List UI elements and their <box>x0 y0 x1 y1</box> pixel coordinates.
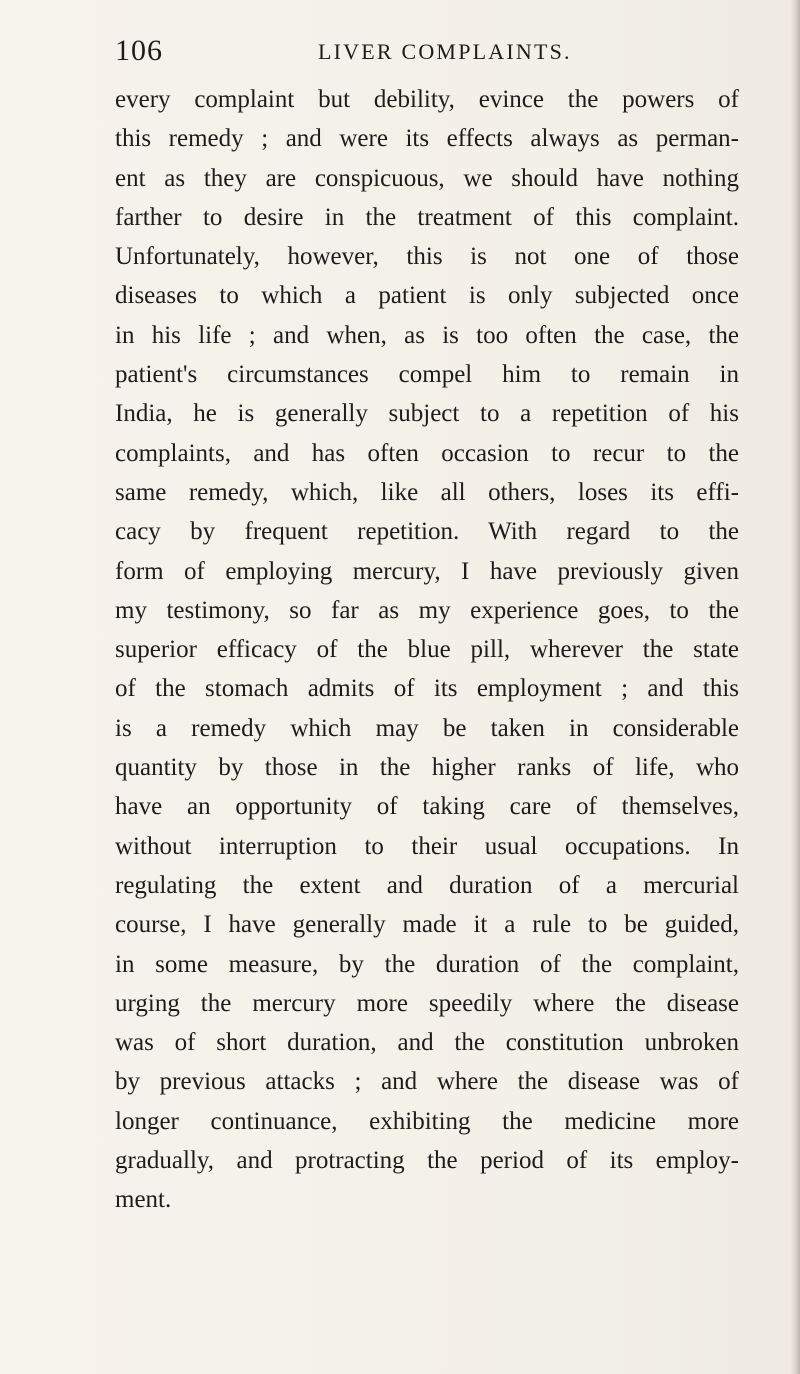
text-line: longer continuance, exhibiting the medicine more <box>115 1107 739 1135</box>
text-line: farther to desire in the treatment of this complaint. <box>115 203 739 231</box>
page-number: 106 <box>115 34 163 67</box>
text-line: ment. <box>115 1186 172 1214</box>
text-line: superior efficacy of the blue pill, wherever the state <box>115 636 739 664</box>
text-line: course, I have generally made it a rule to be guided, <box>115 911 739 939</box>
text-line: patient's circumstances compel him to remain in <box>115 361 739 389</box>
page-header <box>115 34 735 70</box>
body-text <box>115 80 739 1220</box>
text-line: regulating the extent and duration of a mercurial <box>115 871 739 899</box>
text-line: gradually, and protracting the period of its employ- <box>115 1147 739 1175</box>
page-edge-shadow <box>790 0 800 1374</box>
text-line: have an opportunity of taking care of themselves, <box>115 793 739 821</box>
text-line: India, he is generally subject to a repetition of his <box>115 400 739 428</box>
text-line: same remedy, which, like all others, loses its effi- <box>115 478 739 506</box>
text-line: Unfortunately, however, this is not one of those <box>115 243 739 271</box>
text-line: every complaint but debility, evince the powers of <box>115 86 739 113</box>
text-line: quantity by those in the higher ranks of life, who <box>115 754 739 782</box>
text-line: cacy by frequent repetition. With regard to the <box>115 518 739 546</box>
text-line: this remedy ; and were its effects always as perman- <box>115 125 739 153</box>
text-line: ent as they are conspicuous, we should have nothing <box>115 164 739 192</box>
running-title: LIVER COMPLAINTS. <box>318 39 572 64</box>
text-line: urging the mercury more speedily where the disease <box>115 989 739 1017</box>
text-line: complaints, and has often occasion to recur to the <box>115 439 739 467</box>
text-line: without interruption to their usual occupations. In <box>115 832 739 860</box>
text-line: in his life ; and when, as is too often the case, the <box>115 321 739 349</box>
text-line: my testimony, so far as my experience goes, to the <box>115 596 739 624</box>
text-line: in some measure, by the duration of the complaint, <box>115 950 739 978</box>
text-line: form of employing mercury, I have previously given <box>115 557 739 585</box>
text-line: by previous attacks ; and where the disease was of <box>115 1068 739 1096</box>
text-line: is a remedy which may be taken in considerable <box>115 714 739 742</box>
text-line: of the stomach admits of its employment ; and this <box>115 675 739 703</box>
text-line: diseases to which a patient is only subjected once <box>115 282 739 310</box>
text-line: was of short duration, and the constitution unbroken <box>115 1029 739 1057</box>
